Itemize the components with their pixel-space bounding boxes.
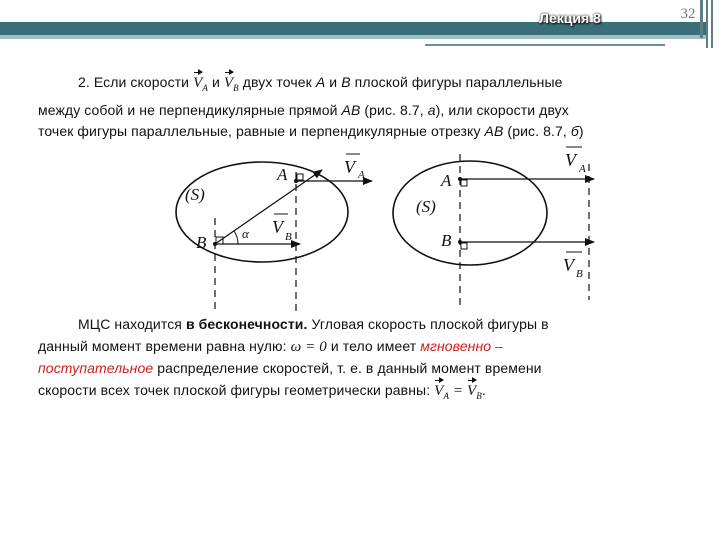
text-line: точек фигуры параллельные, равные и перпендикулярные отрезку AB (рис. 8.7, б): [38, 123, 584, 139]
text-line: скорости всех точек плоской фигуры геометрически равны: $V_A = V_B$.: [38, 381, 486, 401]
label-va: V: [565, 150, 576, 170]
text-line: МЦС находится в бесконечности. Угловая скорость плоской фигуры в: [78, 316, 549, 332]
figure-a: [176, 154, 372, 312]
label-vb: V: [272, 217, 283, 237]
right-angle-mark-b: [461, 243, 467, 249]
text-line: данный момент времени равна нулю: ω = 0 и тело имеет мгновенно –: [38, 337, 504, 355]
equality-formula: $V_A = V_B$: [434, 382, 482, 401]
label-body-s: (S): [416, 197, 436, 216]
page-number: 32: [680, 6, 696, 22]
vector-vb-symbol: V: [224, 73, 233, 95]
label-body-s: (S): [185, 185, 205, 204]
label-point-a: A: [277, 165, 288, 184]
label-va: V: [344, 157, 355, 177]
highlight-term: поступательное: [38, 360, 154, 376]
text-line: между собой и не перпендикулярные прямой AB (рис. 8.7, а), или скорости двух: [38, 101, 569, 118]
paragraph-conclusion: [38, 314, 688, 407]
label-point-b: B: [441, 231, 452, 250]
label-va-sub: A: [358, 169, 365, 181]
right-angle-mark-a: [297, 174, 303, 180]
vector-va-symbol: V: [193, 73, 202, 95]
label-point-b: B: [196, 233, 207, 252]
label-vb-sub: B: [576, 268, 583, 280]
highlight-term: мгновенно –: [420, 337, 504, 354]
lecture-title: Лекция 8: [539, 10, 601, 26]
label-point-a: A: [441, 171, 452, 190]
label-vb: V: [563, 255, 574, 275]
point-a-dot: [458, 177, 462, 181]
label-va-sub: A: [579, 163, 586, 175]
omega-formula: ω = 0: [290, 338, 327, 355]
text-line: поступательное распределение скоростей, т. е. в данный момент времени: [38, 360, 542, 376]
point-b-dot: [458, 240, 462, 244]
angle-alpha-arc: [234, 231, 238, 244]
figure-b: [393, 147, 594, 310]
right-angle-mark-a: [461, 180, 467, 186]
text-line: 2. Если скорости $V_A$ и $V_B$ двух точек A и B плоской фигуры параллельные: [78, 74, 563, 93]
point-a-dot: [294, 179, 298, 183]
label-alpha: α: [242, 226, 249, 241]
label-vb-sub: B: [285, 231, 292, 243]
point-b-dot: [213, 242, 217, 246]
